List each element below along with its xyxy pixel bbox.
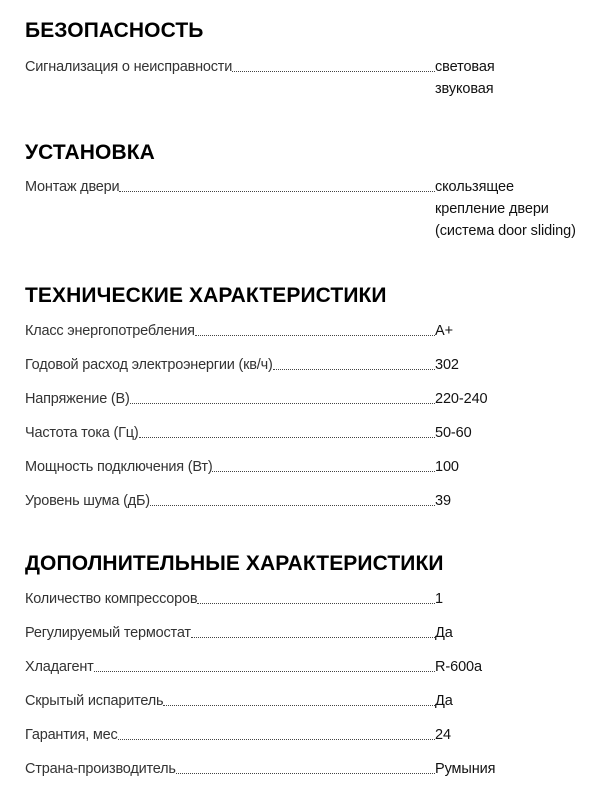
spec-row (25, 588, 610, 610)
spec-value: крепление двери (435, 201, 549, 217)
spec-label: Частота тока (Гц) (25, 425, 139, 441)
spec-label: Скрытый испаритель (25, 693, 164, 709)
spec-label: Уровень шума (дБ) (25, 493, 150, 509)
section-title: ДОПОЛНИТЕЛЬНЫЕ ХАРАКТЕРИСТИКИ (25, 552, 444, 575)
spec-value: 1 (435, 591, 443, 607)
spec-row (25, 490, 610, 512)
section-installation (25, 141, 610, 242)
section-title: УСТАНОВКА (25, 141, 155, 164)
dotted-leader (163, 690, 435, 706)
spec-row (25, 388, 610, 410)
spec-label: Годовой расход электроэнергии (кв/ч) (25, 357, 273, 373)
spec-row (25, 422, 610, 444)
spec-row (25, 456, 610, 478)
dotted-leader (212, 456, 435, 472)
spec-label: Количество компрессоров (25, 591, 198, 607)
spec-row (25, 656, 610, 678)
dotted-leader (130, 388, 435, 404)
section-title: БЕЗОПАСНОСТЬ (25, 19, 204, 42)
spec-value: 100 (435, 459, 459, 475)
spec-label: Хладагент (25, 659, 94, 675)
spec-value: 220-240 (435, 391, 488, 407)
spec-label: Монтаж двери (25, 179, 120, 195)
spec-value: R-600a (435, 659, 482, 675)
dotted-leader (176, 758, 435, 774)
dotted-leader (118, 724, 435, 740)
spec-value: 302 (435, 357, 459, 373)
spec-label: Мощность подключения (Вт) (25, 459, 213, 475)
dotted-leader (195, 320, 435, 336)
spec-label: Класс энергопотребления (25, 323, 195, 339)
dotted-leader (94, 656, 435, 672)
spec-value: Румыния (435, 761, 496, 777)
spec-value: A+ (435, 323, 453, 339)
dotted-leader (197, 588, 435, 604)
spec-row (25, 354, 610, 376)
section-title: ТЕХНИЧЕСКИЕ ХАРАКТЕРИСТИКИ (25, 284, 387, 307)
spec-label: Гарантия, мес (25, 727, 118, 743)
dotted-leader (139, 422, 436, 438)
spec-values (435, 56, 610, 100)
dotted-leader (150, 490, 435, 506)
spec-value: Да (435, 625, 453, 641)
spec-row (25, 690, 610, 712)
spec-value: световая (435, 59, 495, 75)
spec-value: скользящее (435, 179, 514, 195)
spec-row (25, 320, 610, 342)
spec-value: 50-60 (435, 425, 472, 441)
spec-row (25, 758, 610, 780)
spec-value: Да (435, 693, 453, 709)
section-safety (25, 19, 610, 100)
section-technical (25, 284, 610, 524)
spec-values (435, 176, 610, 242)
spec-row (25, 176, 610, 242)
spec-value: 39 (435, 493, 451, 509)
dotted-leader (191, 622, 435, 638)
spec-label: Регулируемый термостат (25, 625, 191, 641)
dotted-leader (119, 176, 435, 192)
dotted-leader (273, 354, 435, 370)
spec-row (25, 622, 610, 644)
dotted-leader (232, 56, 435, 72)
spec-label: Сигнализация о неисправности (25, 59, 233, 75)
spec-row (25, 56, 610, 100)
spec-value: 24 (435, 727, 451, 743)
spec-label: Напряжение (В) (25, 391, 130, 407)
spec-label: Страна-производитель (25, 761, 176, 777)
spec-value: звуковая (435, 81, 494, 97)
spec-value: (система door sliding) (435, 223, 576, 239)
section-additional (25, 552, 610, 792)
spec-row (25, 724, 610, 746)
